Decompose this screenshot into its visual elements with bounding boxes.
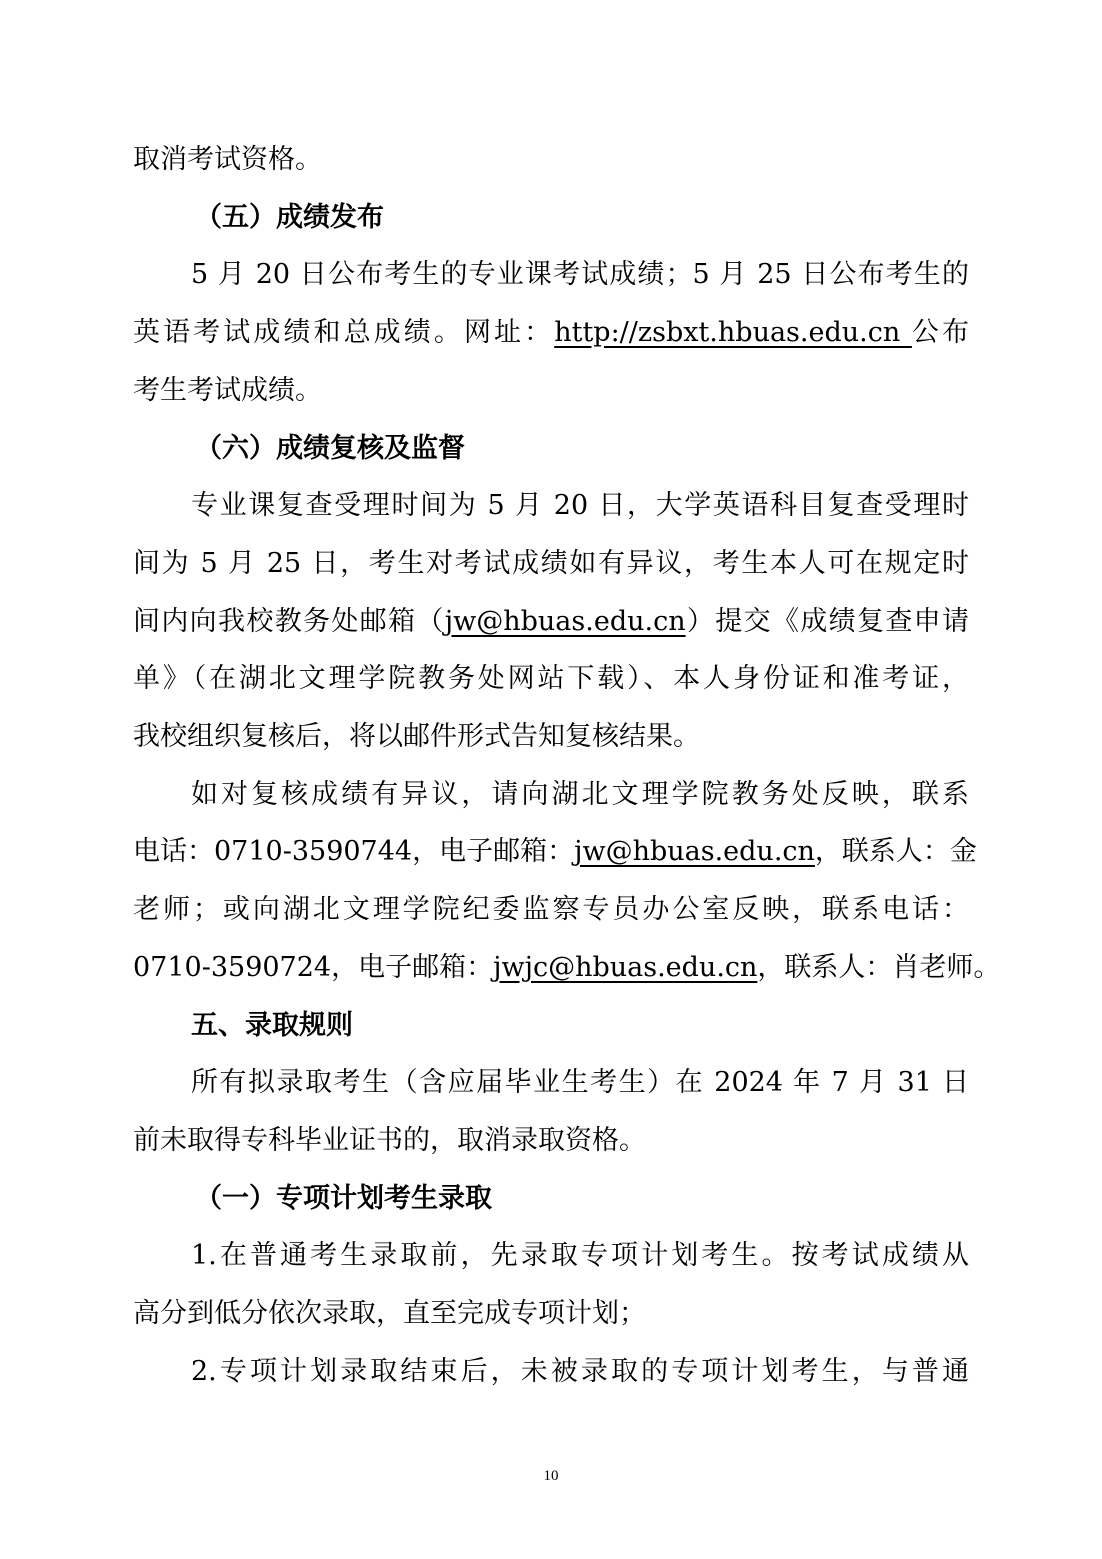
text-segment: 前未取得专科毕业证书的，取消录取资格。	[133, 1124, 646, 1156]
text-segment: 单》（在湖北文理学院教务处网站下载）、本人身份证和准考证，	[133, 663, 969, 695]
text-line	[133, 1285, 969, 1343]
text-line	[133, 939, 1001, 997]
text-segment: 2.专项计划录取结束后，未被录取的专项计划考生，与普通	[191, 1355, 969, 1387]
text-segment: 电话：0710-3590744，电子邮箱：	[133, 836, 575, 868]
text-segment: 五、录取规则	[191, 1009, 353, 1041]
text-line	[133, 593, 969, 651]
text-line	[191, 1054, 969, 1112]
text-segment: 如对复核成绩有异议，请向湖北文理学院教务处反映，联系	[191, 778, 969, 810]
text-line	[133, 650, 969, 708]
text-segment: 1.在普通考生录取前，先录取专项计划考生。按考试成绩从	[191, 1240, 969, 1272]
section-heading	[195, 189, 973, 247]
text-line	[191, 1343, 969, 1401]
text-segment: 我校组织复核后，将以邮件形式告知复核结果。	[133, 721, 700, 752]
text-segment: 英语考试成绩和总成绩。网址：	[133, 317, 555, 349]
section-heading	[191, 997, 969, 1055]
hyperlink[interactable]: jwjc@hbuas.edu.cn	[493, 951, 758, 983]
text-line	[133, 708, 969, 766]
section-heading	[195, 1170, 973, 1228]
text-line	[191, 766, 969, 824]
text-segment: 考生考试成绩。	[133, 374, 322, 406]
text-segment: ）提交《成绩复查申请	[685, 605, 970, 637]
hyperlink[interactable]: http://zsbxt.hbuas.edu.cn	[554, 317, 912, 349]
text-segment: 取消考试资格。	[133, 144, 322, 175]
text-line	[133, 535, 969, 593]
text-line	[133, 304, 969, 362]
text-segment: 间内向我校教务处邮箱（	[133, 605, 445, 637]
text-segment: 5 月 20 日公布考生的专业课考试成绩；5 月 25 日公布考生的	[191, 259, 969, 291]
hyperlink[interactable]: jw@hbuas.edu.cn	[444, 605, 686, 637]
text-line	[133, 823, 977, 881]
text-line	[133, 362, 969, 420]
text-line	[133, 131, 969, 189]
text-segment: ，联系人：肖老师。	[757, 951, 1001, 983]
hyperlink[interactable]: jw@hbuas.edu.cn	[574, 836, 815, 868]
text-line	[191, 477, 969, 535]
text-segment: 高分到低分依次录取，直至完成专项计划；	[133, 1298, 646, 1329]
text-line	[191, 1227, 969, 1285]
text-segment: 老师；或向湖北文理学院纪委监察专员办公室反映，联系电话：	[133, 894, 969, 926]
text-line	[133, 1112, 969, 1170]
text-line	[191, 246, 969, 304]
text-segment: （一）专项计划考生录取	[195, 1182, 492, 1214]
section-heading	[195, 420, 973, 478]
text-segment: （五）成绩发布	[195, 201, 384, 233]
text-segment: 所有拟录取考生（含应届毕业生考生）在 2024 年 7 月 31 日	[191, 1067, 969, 1099]
text-segment: ，联系人：金	[814, 836, 977, 868]
text-segment: 间为 5 月 25 日，考生对考试成绩如有异议，考生本人可在规定时	[133, 547, 969, 579]
text-segment: 公布	[911, 317, 969, 349]
page-number: 10	[543, 1468, 559, 1484]
text-segment: （六）成绩复核及监督	[195, 432, 465, 464]
text-line	[133, 881, 969, 939]
text-segment: 专业课复查受理时间为 5 月 20 日，大学英语科目复查受理时	[191, 490, 969, 522]
text-segment: 0710-3590724，电子邮箱：	[133, 951, 494, 983]
